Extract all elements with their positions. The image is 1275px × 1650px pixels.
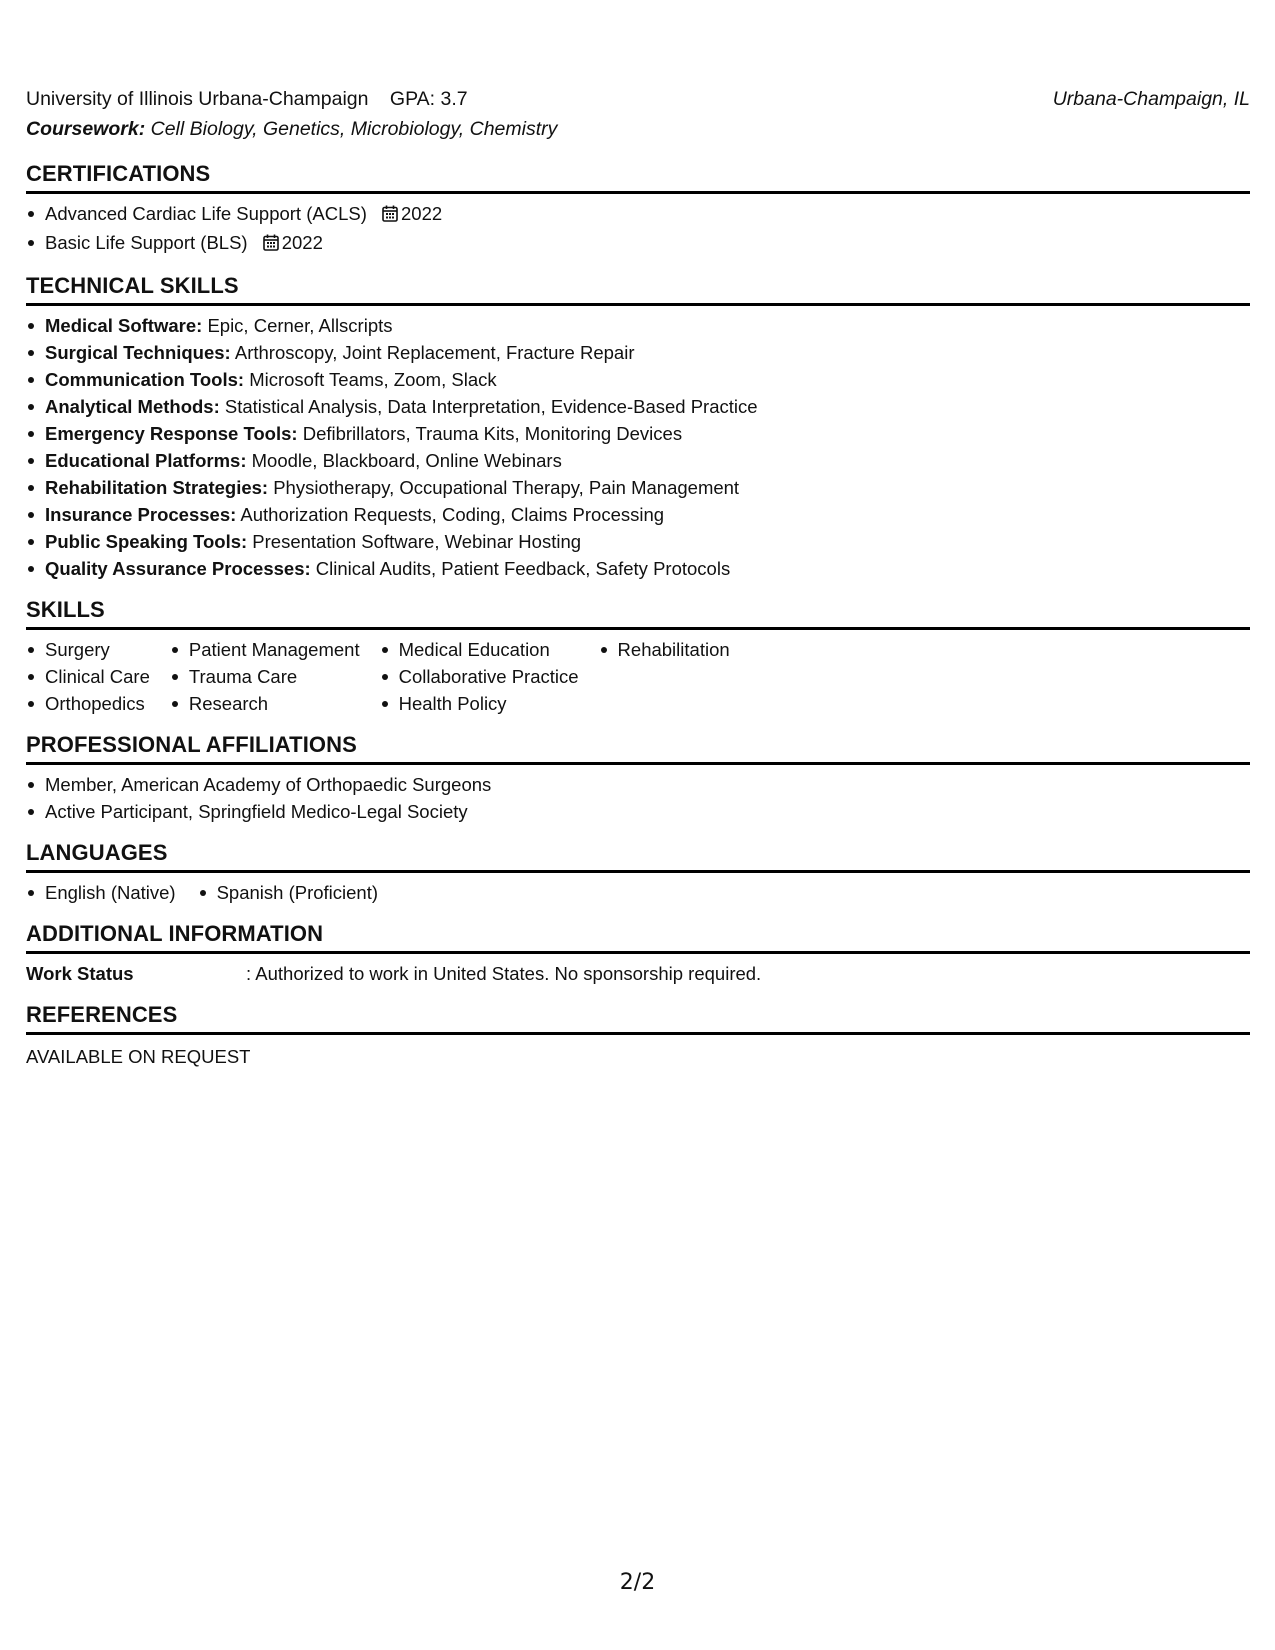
- technical-skill-item: [26, 555, 1250, 582]
- certification-item: [26, 200, 1250, 229]
- certification-year: 2022: [281, 232, 323, 253]
- calendar-icon: [382, 202, 398, 229]
- technical-skill-item: [26, 339, 1250, 366]
- skill-item: Medical Education: [380, 636, 579, 663]
- references-section: [26, 1001, 1250, 1070]
- affiliations-list: [26, 765, 1250, 825]
- affiliation-item: Active Participant, Springfield Medico-Legal Society: [26, 798, 1250, 825]
- skill-item: Health Policy: [380, 690, 579, 717]
- education-line: [26, 84, 1250, 114]
- technical-skills-section: [26, 272, 1250, 582]
- work-status-label: Work Status: [26, 963, 134, 984]
- work-status-row: [26, 954, 1250, 987]
- skill-item: Surgery: [26, 636, 150, 663]
- skill-item: Orthopedics: [26, 690, 150, 717]
- section-title-skills: SKILLS: [26, 596, 1250, 630]
- skill-label: Rehabilitation Strategies:: [45, 477, 269, 498]
- section-title-technical-skills: TECHNICAL SKILLS: [26, 272, 1250, 306]
- section-title-affiliations: PROFESSIONAL AFFILIATIONS: [26, 731, 1250, 765]
- certifications-list: [26, 194, 1250, 258]
- page-number: 2/2: [619, 1570, 656, 1595]
- skill-item: Patient Management: [170, 636, 360, 663]
- skills-section: [26, 596, 1250, 717]
- skill-label: Surgical Techniques:: [45, 342, 231, 363]
- skill-label: Medical Software:: [45, 315, 203, 336]
- skill-value: Defibrillators, Trauma Kits, Monitoring Devices: [302, 423, 683, 444]
- skills-column: [599, 636, 730, 717]
- coursework-list: Cell Biology, Genetics, Microbiology, Chemistry: [150, 118, 558, 140]
- skill-label: Insurance Processes:: [45, 504, 237, 525]
- skill-value: Arthroscopy, Joint Replacement, Fracture Repair: [234, 342, 635, 363]
- skill-value: Epic, Cerner, Allscripts: [207, 315, 393, 336]
- languages-row: [26, 873, 1250, 906]
- skill-item: Trauma Care: [170, 663, 360, 690]
- technical-skills-list: [26, 306, 1250, 582]
- technical-skill-item: [26, 366, 1250, 393]
- skill-label: Analytical Methods:: [45, 396, 220, 417]
- technical-skill-item: [26, 420, 1250, 447]
- certification-item: [26, 229, 1250, 258]
- skills-grid: [26, 630, 1250, 717]
- education-location: Urbana-Champaign, IL: [1052, 88, 1250, 110]
- skill-item: Rehabilitation: [599, 636, 730, 663]
- coursework-label: Coursework:: [26, 118, 146, 140]
- technical-skill-item: [26, 393, 1250, 420]
- skill-label: Communication Tools:: [45, 369, 245, 390]
- technical-skill-item: [26, 528, 1250, 555]
- skill-label: Educational Platforms:: [45, 450, 247, 471]
- skill-label: Emergency Response Tools:: [45, 423, 298, 444]
- skills-column: [26, 636, 150, 717]
- certifications-section: [26, 160, 1250, 258]
- skill-value: Authorization Requests, Coding, Claims Processing: [240, 504, 665, 525]
- languages-section: [26, 839, 1250, 906]
- certification-year: 2022: [401, 203, 443, 224]
- skill-label: Quality Assurance Processes:: [45, 558, 311, 579]
- skills-column: [170, 636, 360, 717]
- section-title-additional-info: ADDITIONAL INFORMATION: [26, 920, 1250, 954]
- gpa: GPA: 3.7: [389, 88, 468, 110]
- skill-item: Clinical Care: [26, 663, 150, 690]
- affiliation-item: Member, American Academy of Orthopaedic Surgeons: [26, 771, 1250, 798]
- language-item: English (Native): [26, 879, 176, 906]
- language-item: Spanish (Proficient): [198, 879, 378, 906]
- skill-label: Public Speaking Tools:: [45, 531, 248, 552]
- section-title-references: REFERENCES: [26, 1001, 1250, 1035]
- calendar-icon: [263, 231, 279, 258]
- technical-skill-item: [26, 312, 1250, 339]
- skill-value: Physiotherapy, Occupational Therapy, Pain Management: [273, 477, 740, 498]
- skill-value: Clinical Audits, Patient Feedback, Safety Protocols: [315, 558, 731, 579]
- school-name: University of Illinois Urbana-Champaign: [26, 88, 369, 110]
- certification-name: Basic Life Support (BLS): [45, 232, 248, 253]
- technical-skill-item: [26, 474, 1250, 501]
- affiliations-section: [26, 731, 1250, 825]
- skill-value: Presentation Software, Webinar Hosting: [252, 531, 582, 552]
- references-text: AVAILABLE ON REQUEST: [26, 1046, 251, 1067]
- technical-skill-item: [26, 501, 1250, 528]
- skill-value: Microsoft Teams, Zoom, Slack: [249, 369, 497, 390]
- certification-name: Advanced Cardiac Life Support (ACLS): [45, 203, 367, 224]
- skill-item: Collaborative Practice: [380, 663, 579, 690]
- section-title-languages: LANGUAGES: [26, 839, 1250, 873]
- skill-value: Statistical Analysis, Data Interpretation, Evidence-Based Practice: [224, 396, 758, 417]
- section-title-certifications: CERTIFICATIONS: [26, 160, 1250, 194]
- skill-value: Moodle, Blackboard, Online Webinars: [251, 450, 562, 471]
- skills-column: [380, 636, 579, 717]
- coursework-line: [26, 114, 1250, 144]
- skill-item: Research: [170, 690, 360, 717]
- technical-skill-item: [26, 447, 1250, 474]
- work-status-value: : Authorized to work in United States. No sponsorship required.: [246, 963, 762, 984]
- resume-page: [26, 84, 1250, 1070]
- additional-info-section: [26, 920, 1250, 987]
